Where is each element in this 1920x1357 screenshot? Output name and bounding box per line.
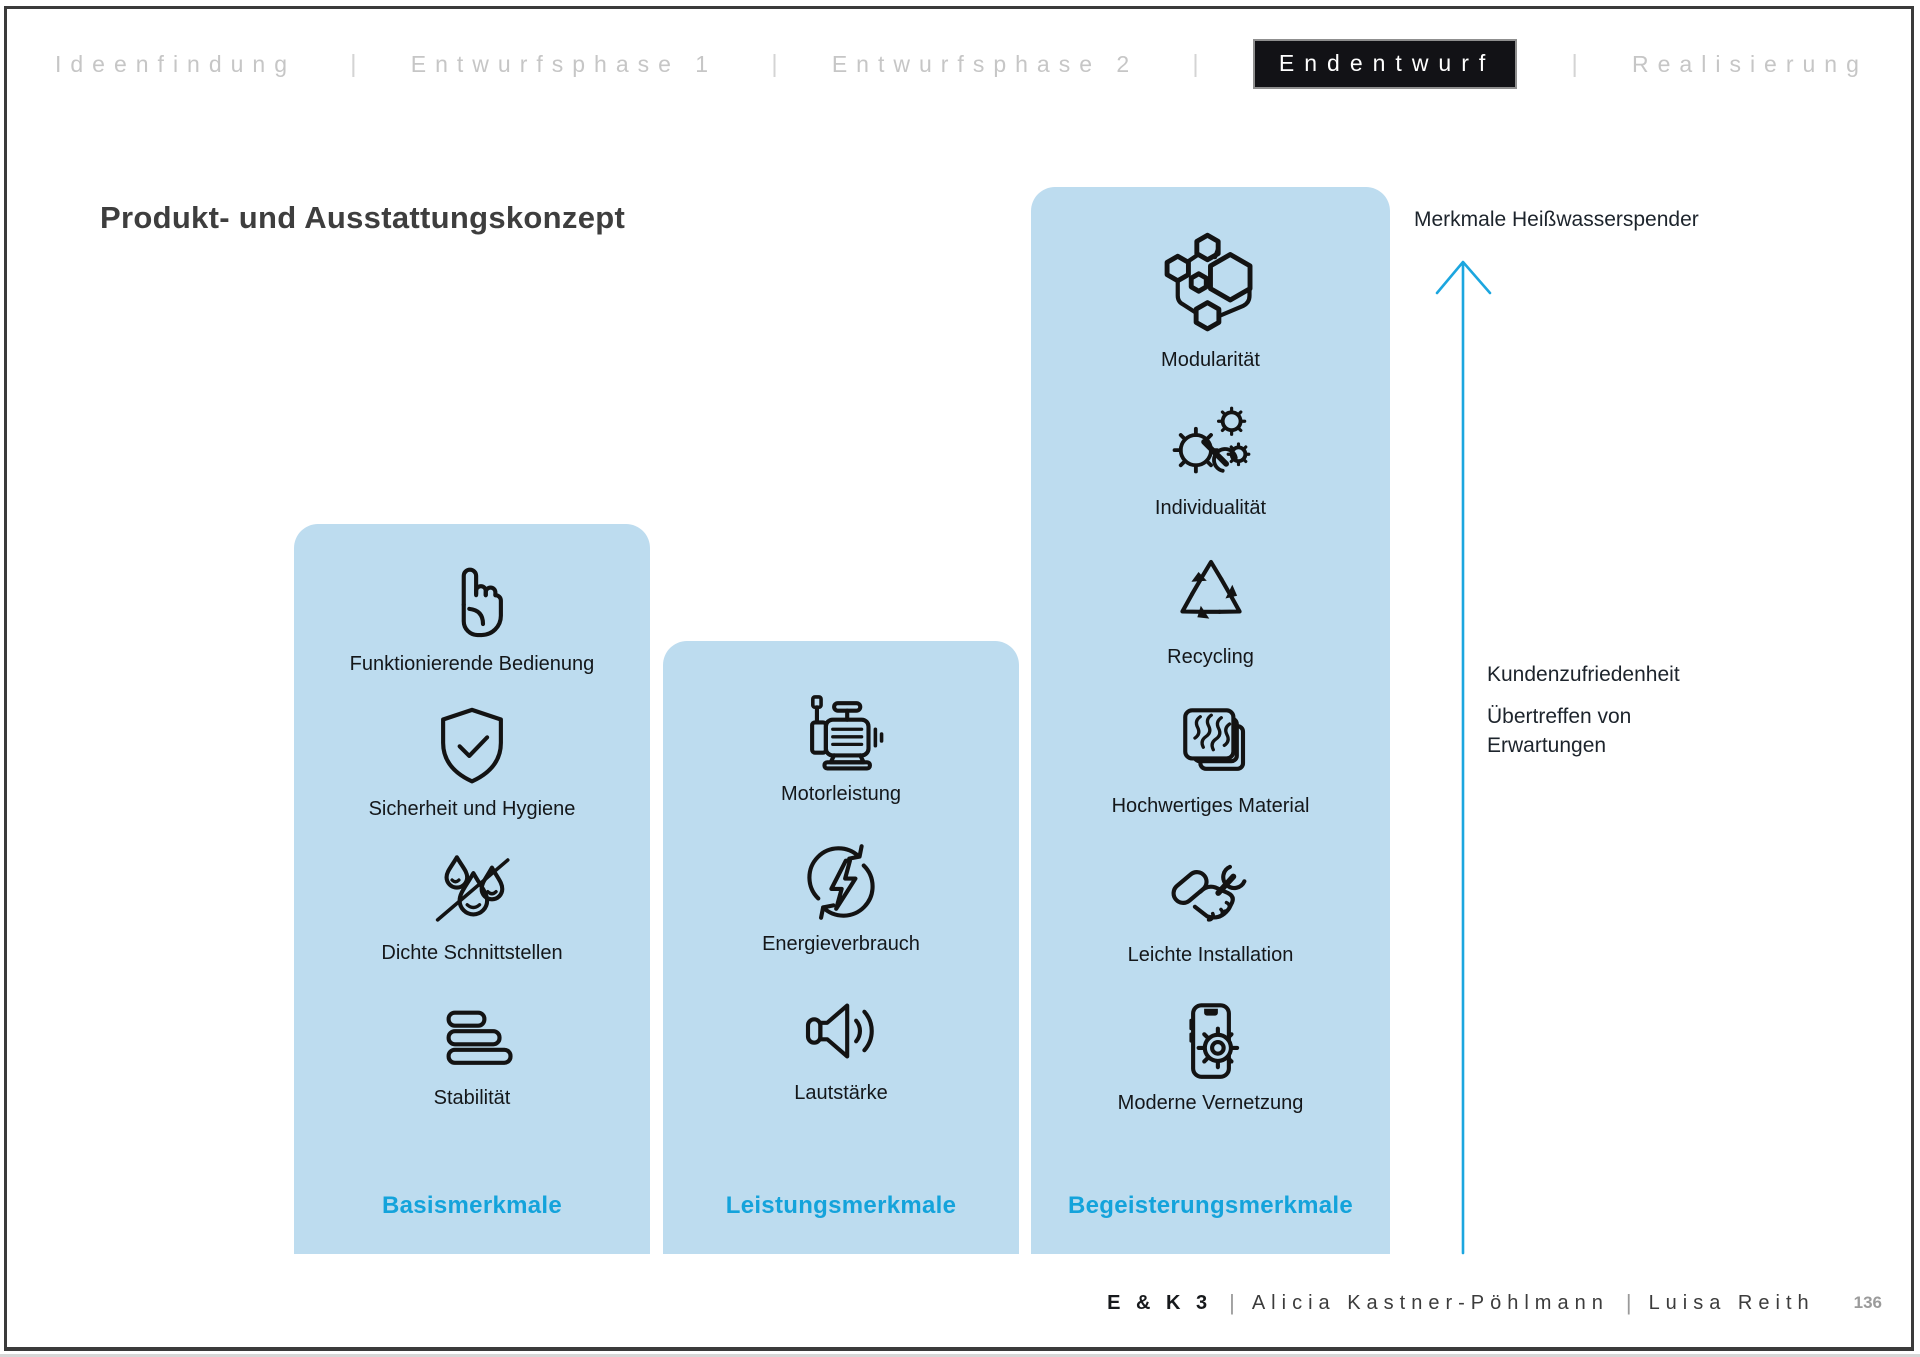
feature-leichte-installation	[1128, 849, 1294, 967]
feature-lautstaerke	[794, 987, 887, 1105]
feature-dichte-schnittstellen	[381, 847, 562, 965]
feature-recycling	[1167, 551, 1255, 669]
axis-label-erwartungen: Erwartungen	[1487, 734, 1607, 757]
feature-label: Motorleistung	[780, 783, 902, 806]
footer-separator: |	[1625, 1290, 1632, 1315]
nav-separator: |	[350, 49, 357, 78]
feature-label: Stabilität	[433, 1086, 511, 1109]
feature-label: Leichte Installation	[1127, 943, 1294, 966]
axis-label-kundenzufriedenheit: Kundenzufriedenheit	[1487, 663, 1680, 686]
stability-bars-icon	[428, 992, 516, 1080]
nav-item-ideenfindung[interactable]: Ideenfindung	[55, 50, 297, 77]
feature-label: Energieverbrauch	[762, 932, 920, 955]
feature-individualitaet	[1155, 402, 1266, 520]
feature-motorleistung	[781, 688, 901, 806]
axis-mid-labels	[1487, 660, 1680, 760]
feature-hochwertiges-material	[1112, 700, 1310, 818]
feature-modularitaet	[1155, 230, 1267, 372]
feature-label: Hochwertiges Material	[1111, 794, 1310, 817]
feature-stabilitaet	[428, 992, 516, 1110]
hand-wrench-icon	[1166, 849, 1254, 937]
nav-item-entwurfsphase-1[interactable]: Entwurfsphase 1	[410, 50, 718, 77]
feature-label: Funktionierende Bedienung	[349, 653, 595, 676]
feature-sicherheit-und-hygiene	[369, 703, 576, 821]
phase-nav	[55, 38, 1868, 90]
recycling-icon	[1167, 551, 1255, 639]
nav-item-endentwurf-active[interactable]: Endentwurf	[1253, 39, 1517, 89]
pointing-hand-icon	[428, 558, 516, 646]
footer-author-1: Alicia Kastner-Pöhlmann	[1251, 1291, 1609, 1314]
footer-page-number: 136	[1853, 1293, 1882, 1312]
column-footer-begeisterungsmerkmale: Begeisterungsmerkmale	[1067, 1192, 1354, 1219]
feature-label: Lautstärke	[794, 1081, 888, 1104]
footer-project-label: E & K 3	[1107, 1291, 1213, 1314]
nav-item-realisierung[interactable]: Realisierung	[1632, 50, 1868, 77]
column-footer-basismerkmale: Basismerkmale	[381, 1192, 563, 1219]
footer-separator: |	[1229, 1290, 1235, 1315]
slide-footer	[0, 1290, 1882, 1316]
nav-separator: |	[1192, 49, 1199, 78]
axis-label-spacer	[1487, 689, 1680, 702]
feature-funktionierende-bedienung	[350, 558, 595, 676]
shield-check-icon	[428, 703, 516, 791]
feature-label: Recycling	[1167, 646, 1254, 669]
column-leistungsmerkmale	[663, 641, 1019, 1254]
feature-label: Modularität	[1161, 348, 1260, 371]
nav-separator: |	[1571, 49, 1578, 78]
feature-energieverbrauch	[762, 838, 920, 956]
feature-label: Moderne Vernetzung	[1117, 1092, 1304, 1115]
energy-cycle-icon	[797, 838, 885, 926]
axis-top-label: Merkmale Heißwasserspender	[1414, 208, 1699, 231]
feature-label: Individualität	[1154, 497, 1267, 520]
column-begeisterungsmerkmale	[1031, 187, 1390, 1254]
footer-author-2: Luisa Reith	[1648, 1291, 1815, 1314]
speaker-icon	[797, 987, 885, 1075]
motor-icon	[797, 688, 885, 776]
feature-moderne-vernetzung	[1118, 997, 1304, 1115]
modularity-hexagons-icon	[1155, 230, 1267, 342]
feature-label: Dichte Schnittstellen	[381, 942, 563, 965]
phone-gear-icon	[1167, 997, 1255, 1085]
page-title: Produkt- und Ausstattungskonzept	[100, 200, 626, 235]
column-footer-leistungsmerkmale: Leistungsmerkmale	[725, 1192, 957, 1219]
nav-separator: |	[771, 49, 778, 78]
nav-item-entwurfsphase-2[interactable]: Entwurfsphase 2	[831, 50, 1139, 77]
material-layers-icon	[1166, 700, 1254, 788]
gears-wrench-icon	[1167, 402, 1255, 490]
axis-label-uebertreffen: Übertreffen von	[1487, 705, 1632, 728]
feature-label: Sicherheit und Hygiene	[368, 797, 576, 820]
column-basismerkmale	[294, 524, 650, 1254]
crossed-water-drops-icon	[428, 847, 516, 935]
